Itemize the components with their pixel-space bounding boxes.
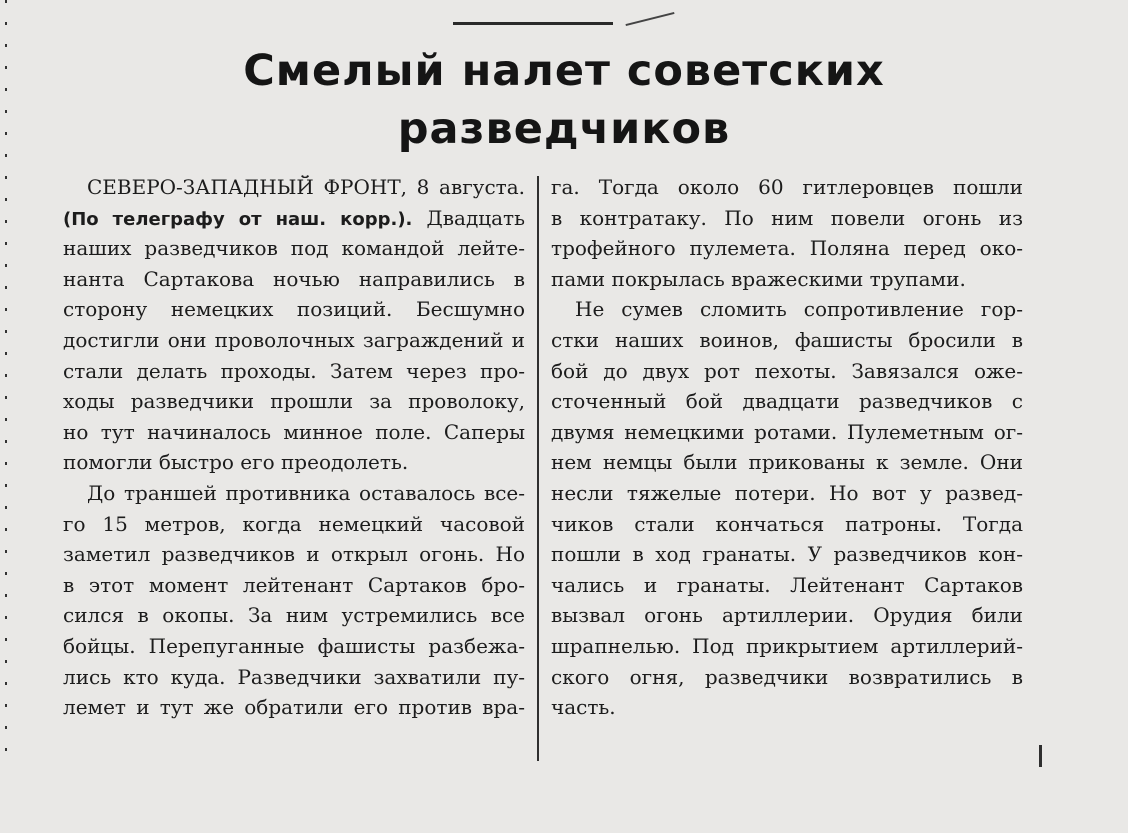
article-line: бой до двух рот пехоты. Завязался оже-	[551, 358, 1023, 383]
article-line: До траншей противника оставалось все-	[87, 480, 525, 505]
article-line: наших разведчиков под командой лейте-	[63, 236, 525, 261]
article-line: чались и гранаты. Лейтенант Сартаков	[551, 572, 1023, 597]
article-line: бойцы. Перепуганные фашисты разбежа-	[63, 633, 525, 658]
top-rule-tick	[626, 12, 675, 26]
article-line: достигли они проволочных заграждений и	[63, 327, 525, 352]
article-line: лись кто куда. Разведчики захватили пу-	[63, 664, 525, 689]
article-line: пами покрылась вражескими трупами.	[551, 266, 966, 291]
byline-line	[63, 203, 525, 234]
article-line: ского огня, разведчики возвратились в	[551, 664, 1023, 689]
article-line: в контратаку. По ним повели огонь из	[551, 205, 1023, 230]
article-line: заметил разведчиков и открыл огонь. Но	[63, 542, 525, 567]
dateline: СЕВЕРО-ЗАПАДНЫЙ ФРОНТ, 8 августа.	[87, 175, 525, 199]
article-line: Двадцать	[426, 205, 525, 230]
headline-line-2: разведчиков	[397, 104, 731, 154]
byline: (По телеграфу от наш. корр.).	[63, 208, 413, 230]
article-line: стали делать проходы. Затем через про-	[63, 358, 525, 383]
article-line: вызвал огонь артиллерии. Орудия били	[551, 603, 1023, 628]
dateline-line	[63, 172, 525, 203]
article-line: помогли быстро его преодолеть.	[63, 450, 409, 475]
article-line: нем немцы были прикованы к земле. Они	[551, 450, 1023, 475]
article-line: двумя немецкими ротами. Пулеметным ог-	[551, 419, 1023, 444]
column-divider	[537, 176, 539, 761]
article-line: сторону немецких позиций. Бесшумно	[63, 297, 525, 322]
article-line: лемет и тут же обратили его против вра-	[63, 695, 525, 720]
top-rule	[453, 22, 613, 25]
article-line: ходы разведчики прошли за проволоку,	[63, 389, 525, 414]
article-line: Не сумев сломить сопротивление гор-	[575, 297, 1023, 322]
article-line: пошли в ход гранаты. У разведчиков кон-	[551, 542, 1023, 567]
article-line: чиков стали кончаться патроны. Тогда	[551, 511, 1023, 536]
article-column-left	[63, 172, 525, 723]
article-column-right	[551, 172, 1023, 723]
article-line: несли тяжелые потери. Но вот у развед-	[551, 480, 1023, 505]
column-end-mark	[1039, 745, 1042, 767]
article-line: шрапнелью. Под прикрытием артиллерий-	[551, 633, 1023, 658]
article-line: нанта Сартакова ночью направились в	[63, 266, 525, 291]
headline-line-1: Смелый налет советских	[243, 46, 885, 96]
article-line: сился в окопы. За ним устремились все	[63, 603, 525, 628]
article-line: стки наших воинов, фашисты бросили в	[551, 327, 1023, 352]
article-line: но тут начиналось минное поле. Саперы	[63, 419, 525, 444]
article-line: сточенный бой двадцати разведчиков с	[551, 389, 1023, 414]
article-line: часть.	[551, 695, 616, 720]
article-line: в этот момент лейтенант Сартаков бро-	[63, 572, 525, 597]
article-line: га. Тогда около 60 гитлеровцев пошли	[551, 175, 1023, 199]
article-line: го 15 метров, когда немецкий часовой	[63, 511, 525, 536]
article-line: трофейного пулемета. Поляна перед око-	[551, 236, 1023, 261]
